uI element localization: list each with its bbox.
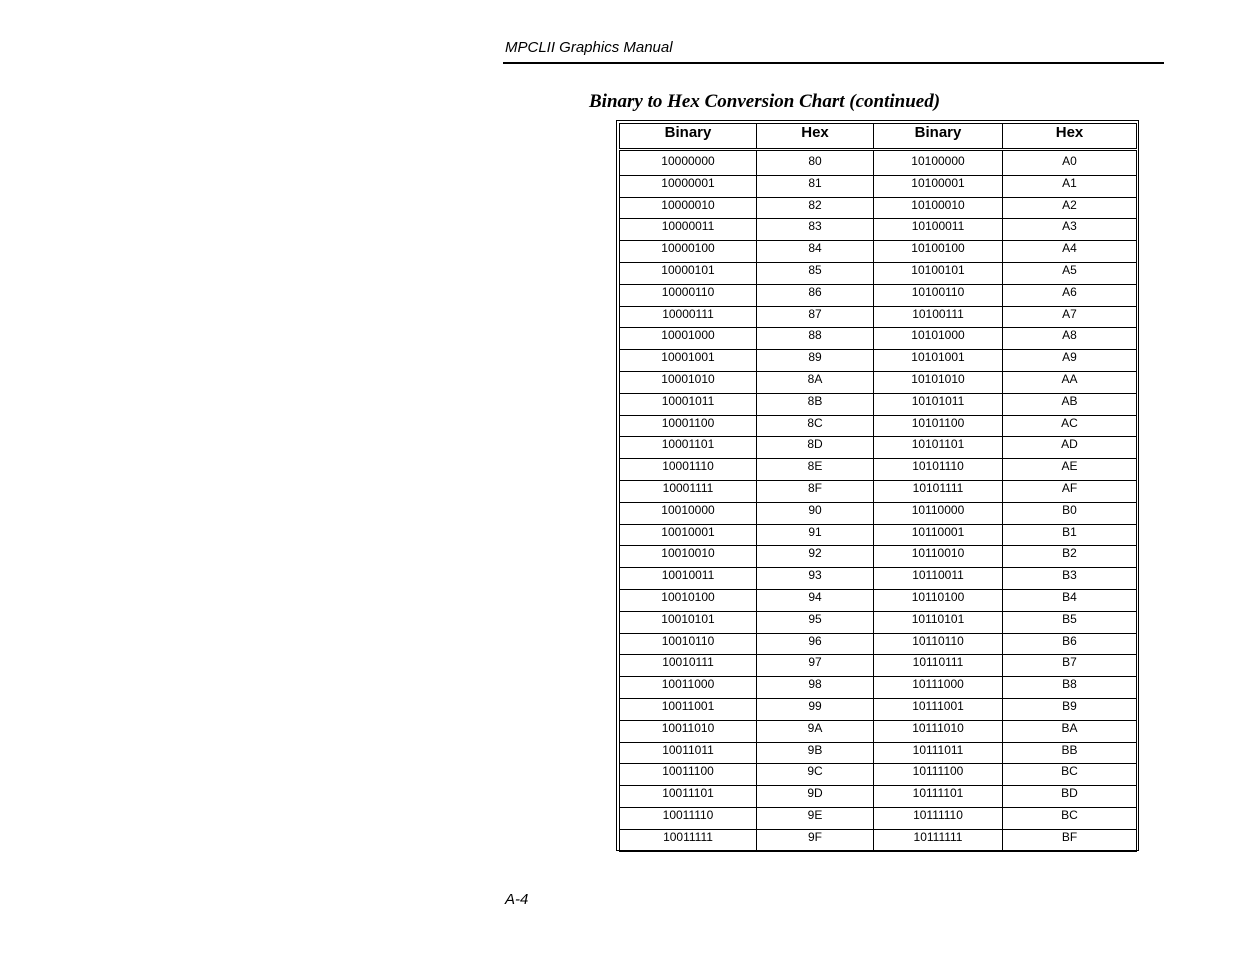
cell-binary: 10001111 bbox=[620, 480, 757, 502]
cell-hex: AD bbox=[1003, 437, 1137, 459]
cell-binary: 10101011 bbox=[874, 393, 1003, 415]
table-row bbox=[620, 611, 1137, 633]
cell-binary: 10010101 bbox=[620, 611, 757, 633]
cell-binary: 10100010 bbox=[874, 197, 1003, 219]
table-header-row bbox=[620, 124, 1137, 150]
cell-binary: 10101100 bbox=[874, 415, 1003, 437]
table-row bbox=[620, 786, 1137, 808]
cell-binary: 10010001 bbox=[620, 524, 757, 546]
cell-hex: 84 bbox=[757, 241, 874, 263]
cell-hex: AE bbox=[1003, 459, 1137, 481]
cell-binary: 10000100 bbox=[620, 241, 757, 263]
chart-title: Binary to Hex Conversion Chart (continued) bbox=[589, 91, 941, 112]
table-row bbox=[620, 655, 1137, 677]
cell-hex: 81 bbox=[757, 175, 874, 197]
cell-binary: 10001011 bbox=[620, 393, 757, 415]
cell-binary: 10110100 bbox=[874, 589, 1003, 611]
cell-binary: 10001110 bbox=[620, 459, 757, 481]
cell-binary: 10111101 bbox=[874, 786, 1003, 808]
cell-binary: 10000001 bbox=[620, 175, 757, 197]
cell-hex: BF bbox=[1003, 829, 1137, 851]
cell-hex: A3 bbox=[1003, 219, 1137, 241]
cell-binary: 10010100 bbox=[620, 589, 757, 611]
cell-hex: 93 bbox=[757, 568, 874, 590]
table-row bbox=[620, 393, 1137, 415]
cell-binary: 10010010 bbox=[620, 546, 757, 568]
cell-binary: 10100100 bbox=[874, 241, 1003, 263]
cell-hex: BB bbox=[1003, 742, 1137, 764]
cell-binary: 10011100 bbox=[620, 764, 757, 786]
cell-binary: 10111010 bbox=[874, 720, 1003, 742]
cell-binary: 10000000 bbox=[620, 150, 757, 176]
table-row bbox=[620, 720, 1137, 742]
table-row bbox=[620, 502, 1137, 524]
cell-hex: 86 bbox=[757, 284, 874, 306]
table-row bbox=[620, 589, 1137, 611]
table-row bbox=[620, 459, 1137, 481]
table-row bbox=[620, 807, 1137, 829]
cell-hex: BA bbox=[1003, 720, 1137, 742]
cell-hex: 98 bbox=[757, 677, 874, 699]
cell-binary: 10110110 bbox=[874, 633, 1003, 655]
cell-hex: 8C bbox=[757, 415, 874, 437]
cell-hex: BC bbox=[1003, 764, 1137, 786]
cell-binary: 10011110 bbox=[620, 807, 757, 829]
table-row bbox=[620, 437, 1137, 459]
table-row bbox=[620, 698, 1137, 720]
cell-binary: 10011011 bbox=[620, 742, 757, 764]
cell-hex: A1 bbox=[1003, 175, 1137, 197]
table-row bbox=[620, 568, 1137, 590]
cell-binary: 10110011 bbox=[874, 568, 1003, 590]
cell-binary: 10111111 bbox=[874, 829, 1003, 851]
table-row bbox=[620, 284, 1137, 306]
cell-hex: B6 bbox=[1003, 633, 1137, 655]
cell-hex: AB bbox=[1003, 393, 1137, 415]
cell-binary: 10110001 bbox=[874, 524, 1003, 546]
table-row bbox=[620, 742, 1137, 764]
cell-binary: 10010111 bbox=[620, 655, 757, 677]
table-row bbox=[620, 524, 1137, 546]
cell-binary: 10110111 bbox=[874, 655, 1003, 677]
table-row bbox=[620, 677, 1137, 699]
cell-hex: 9C bbox=[757, 764, 874, 786]
cell-hex: 9B bbox=[757, 742, 874, 764]
table-row bbox=[620, 306, 1137, 328]
cell-hex: 9A bbox=[757, 720, 874, 742]
cell-binary: 10101111 bbox=[874, 480, 1003, 502]
cell-hex: B7 bbox=[1003, 655, 1137, 677]
column-header-hex: Hex bbox=[757, 124, 874, 150]
cell-hex: 97 bbox=[757, 655, 874, 677]
cell-binary: 10111000 bbox=[874, 677, 1003, 699]
cell-hex: AA bbox=[1003, 371, 1137, 393]
table-row bbox=[620, 829, 1137, 851]
table-row bbox=[620, 241, 1137, 263]
cell-binary: 10011000 bbox=[620, 677, 757, 699]
cell-binary: 10000110 bbox=[620, 284, 757, 306]
cell-binary: 10000011 bbox=[620, 219, 757, 241]
cell-binary: 10110101 bbox=[874, 611, 1003, 633]
cell-binary: 10010000 bbox=[620, 502, 757, 524]
cell-hex: B2 bbox=[1003, 546, 1137, 568]
column-header-binary: Binary bbox=[620, 124, 757, 150]
table-row bbox=[620, 328, 1137, 350]
cell-hex: A6 bbox=[1003, 284, 1137, 306]
cell-binary: 10100101 bbox=[874, 262, 1003, 284]
cell-binary: 10010011 bbox=[620, 568, 757, 590]
cell-binary: 10110000 bbox=[874, 502, 1003, 524]
cell-binary: 10111011 bbox=[874, 742, 1003, 764]
cell-hex: A0 bbox=[1003, 150, 1137, 176]
cell-binary: 10001100 bbox=[620, 415, 757, 437]
cell-hex: B9 bbox=[1003, 698, 1137, 720]
cell-binary: 10111001 bbox=[874, 698, 1003, 720]
running-header: MPCLII Graphics Manual bbox=[505, 39, 673, 56]
cell-binary: 10101000 bbox=[874, 328, 1003, 350]
table-row bbox=[620, 197, 1137, 219]
cell-binary: 10001000 bbox=[620, 328, 757, 350]
cell-binary: 10100111 bbox=[874, 306, 1003, 328]
table-row bbox=[620, 415, 1137, 437]
cell-hex: 90 bbox=[757, 502, 874, 524]
cell-hex: 82 bbox=[757, 197, 874, 219]
cell-binary: 10010110 bbox=[620, 633, 757, 655]
cell-binary: 10001001 bbox=[620, 350, 757, 372]
cell-hex: 80 bbox=[757, 150, 874, 176]
cell-hex: B8 bbox=[1003, 677, 1137, 699]
table-row bbox=[620, 350, 1137, 372]
table-row bbox=[620, 480, 1137, 502]
cell-hex: A8 bbox=[1003, 328, 1137, 350]
cell-hex: 85 bbox=[757, 262, 874, 284]
cell-hex: 96 bbox=[757, 633, 874, 655]
cell-hex: 94 bbox=[757, 589, 874, 611]
cell-hex: 8A bbox=[757, 371, 874, 393]
cell-binary: 10110010 bbox=[874, 546, 1003, 568]
cell-hex: 95 bbox=[757, 611, 874, 633]
table-row bbox=[620, 371, 1137, 393]
cell-hex: A9 bbox=[1003, 350, 1137, 372]
table-body bbox=[620, 150, 1137, 852]
column-header-binary: Binary bbox=[874, 124, 1003, 150]
cell-hex: 8B bbox=[757, 393, 874, 415]
table-row bbox=[620, 262, 1137, 284]
cell-binary: 10000101 bbox=[620, 262, 757, 284]
cell-hex: 92 bbox=[757, 546, 874, 568]
cell-binary: 10111100 bbox=[874, 764, 1003, 786]
table-row bbox=[620, 175, 1137, 197]
cell-hex: 89 bbox=[757, 350, 874, 372]
cell-hex: B3 bbox=[1003, 568, 1137, 590]
cell-binary: 10101001 bbox=[874, 350, 1003, 372]
cell-binary: 10001010 bbox=[620, 371, 757, 393]
cell-binary: 10011111 bbox=[620, 829, 757, 851]
cell-hex: 8D bbox=[757, 437, 874, 459]
cell-hex: B5 bbox=[1003, 611, 1137, 633]
column-header-hex: Hex bbox=[1003, 124, 1137, 150]
header-rule bbox=[503, 62, 1164, 64]
cell-binary: 10101010 bbox=[874, 371, 1003, 393]
table-row bbox=[620, 546, 1137, 568]
cell-hex: 9D bbox=[757, 786, 874, 808]
cell-hex: 8F bbox=[757, 480, 874, 502]
cell-binary: 10000111 bbox=[620, 306, 757, 328]
cell-hex: 8E bbox=[757, 459, 874, 481]
cell-hex: BD bbox=[1003, 786, 1137, 808]
cell-hex: B1 bbox=[1003, 524, 1137, 546]
cell-hex: A5 bbox=[1003, 262, 1137, 284]
cell-hex: AC bbox=[1003, 415, 1137, 437]
cell-hex: B4 bbox=[1003, 589, 1137, 611]
cell-hex: 9E bbox=[757, 807, 874, 829]
cell-hex: A7 bbox=[1003, 306, 1137, 328]
cell-binary: 10000010 bbox=[620, 197, 757, 219]
cell-binary: 10111110 bbox=[874, 807, 1003, 829]
cell-hex: 88 bbox=[757, 328, 874, 350]
cell-hex: 91 bbox=[757, 524, 874, 546]
cell-hex: 99 bbox=[757, 698, 874, 720]
table-row bbox=[620, 764, 1137, 786]
cell-binary: 10100110 bbox=[874, 284, 1003, 306]
cell-binary: 10011101 bbox=[620, 786, 757, 808]
cell-binary: 10100001 bbox=[874, 175, 1003, 197]
conversion-table-frame bbox=[616, 120, 1139, 851]
cell-hex: 9F bbox=[757, 829, 874, 851]
cell-binary: 10101110 bbox=[874, 459, 1003, 481]
cell-hex: B0 bbox=[1003, 502, 1137, 524]
cell-binary: 10100011 bbox=[874, 219, 1003, 241]
cell-hex: AF bbox=[1003, 480, 1137, 502]
cell-hex: BC bbox=[1003, 807, 1137, 829]
cell-hex: A4 bbox=[1003, 241, 1137, 263]
cell-binary: 10100000 bbox=[874, 150, 1003, 176]
table-row bbox=[620, 219, 1137, 241]
table-row bbox=[620, 150, 1137, 176]
table-row bbox=[620, 633, 1137, 655]
cell-hex: A2 bbox=[1003, 197, 1137, 219]
cell-hex: 87 bbox=[757, 306, 874, 328]
page-number: A-4 bbox=[505, 891, 529, 908]
cell-binary: 10101101 bbox=[874, 437, 1003, 459]
cell-binary: 10011001 bbox=[620, 698, 757, 720]
cell-hex: 83 bbox=[757, 219, 874, 241]
cell-binary: 10011010 bbox=[620, 720, 757, 742]
conversion-table bbox=[619, 123, 1137, 852]
cell-binary: 10001101 bbox=[620, 437, 757, 459]
